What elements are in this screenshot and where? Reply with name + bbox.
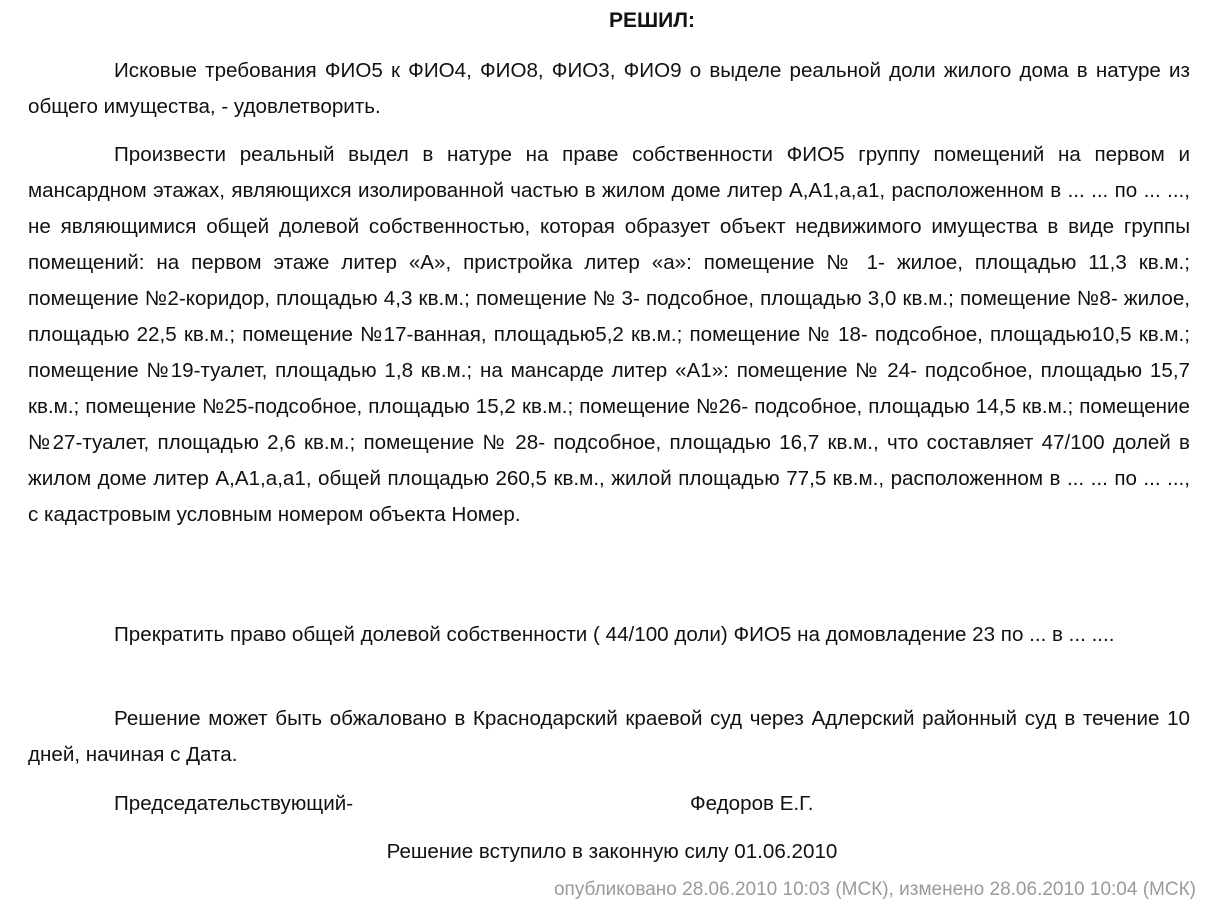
presiding-judge-role: Председательствующий- xyxy=(114,792,354,815)
decision-paragraph-claims: Исковые требования ФИО5 к ФИО4, ФИО8, ФИО3, ФИО9 о выделе реальной доли жилого дома в натуре из общего имущества, - удовлетворить. xyxy=(28,59,1190,118)
publication-timestamp: опубликовано 28.06.2010 10:03 (МСК), изменено 28.06.2010 10:04 (МСК) xyxy=(553,879,1196,900)
presiding-judge-name: Федоров Е.Г. xyxy=(690,792,814,815)
effective-date-note: Решение вступило в законную силу 01.06.2010 xyxy=(386,840,838,863)
decision-paragraph-partition: Произвести реальный выдел в натуре на праве собственности ФИО5 группу помещений на первом и мансардном этажах, являющихся изолированной частью в жилом доме литер А,А1,а,а1, расположенном в ... ... по ... ..., не являющимися общей долевой собственностью, которая образует объект недвижимого имущества в виде группы помещений: на первом этаже литер «А», пристройка литер «а»: помещение № 1- жилое, площадью 11,3 кв.м.; помещение №2-коридор, площадью 4,3 кв.м.; помещение № 3- подсобное, площадью 3,0 кв.м.; помещение №8- жилое, площадью 22,5 кв.м.; помещение №17-ванная, площадью5,2 кв.м.; помещение № 18- подсобное, площадью10,5 кв.м.; помещение №19-туалет, площадью 1,8 кв.м.; на мансарде литер «А1»: помещение № 24- подсобное, площадью 15,7 кв.м.; помещение №25-подсобное, площадью 15,2 кв.м.; помещение №26- подсобное, площадью 14,5 кв.м.; помещение №27-туалет, площадью 2,6 кв.м.; помещение № 28- подсобное, площадью 16,7 кв.м., что составляет 47/100 долей в жилом доме литер А,А1,а,а1, общей площадью 260,5 кв.м., жилой площадью 77,5 кв.м., расположенном в ... ... по ... ..., с кадастровым условным номером объекта Номер. xyxy=(28,143,1190,526)
decision-paragraph-terminate-ownership: Прекратить право общей долевой собственности ( 44/100 доли) ФИО5 на домовладение 23 по ... в ... .... xyxy=(114,623,1115,646)
decision-heading: РЕШИЛ: xyxy=(609,9,695,32)
decision-paragraph-appeal: Решение может быть обжаловано в Краснодарский краевой суд через Адлерский районный суд в течение 10 дней, начиная с Дата. xyxy=(28,707,1190,766)
